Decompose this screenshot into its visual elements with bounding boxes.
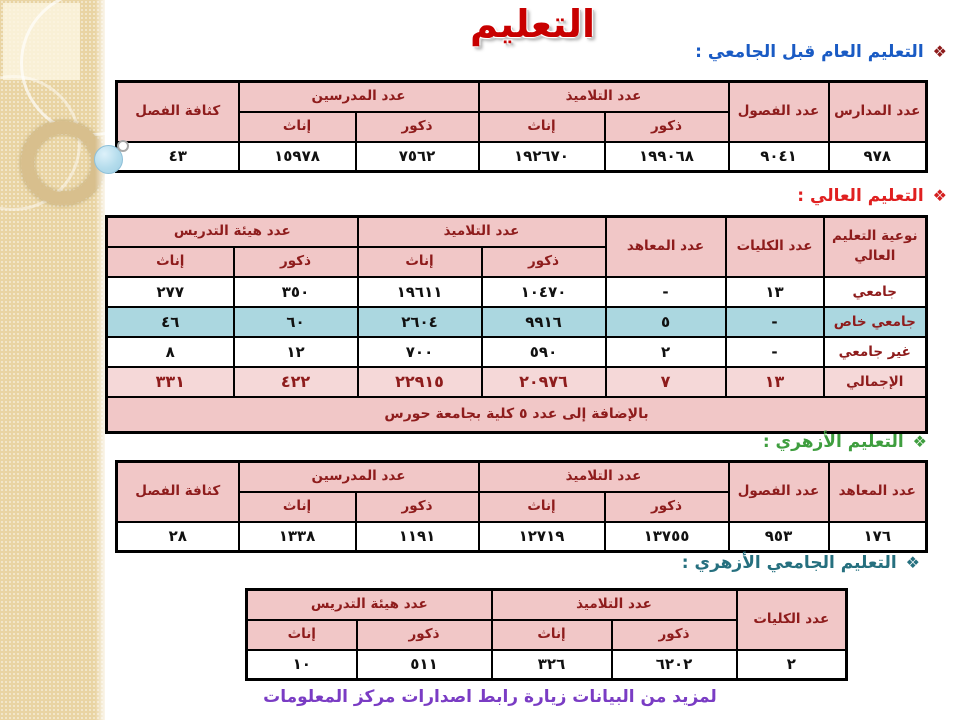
decorative-sidebar	[0, 0, 105, 720]
diamond-bullet-icon: ❖	[932, 186, 947, 205]
azhari-education-table	[115, 460, 928, 553]
cell-faculty-females: ٣٣١	[107, 367, 234, 397]
cell-institutes: ٧	[606, 367, 726, 397]
col-header-males: ذكور	[482, 247, 606, 277]
col-header-females: إناث	[479, 492, 605, 522]
cell-faculty-females: ٤٦	[107, 307, 234, 337]
cell-classes: ٩٥٣	[729, 522, 829, 552]
heading-azhari-education-label: التعليم الأزهري :	[762, 432, 904, 452]
col-header-males: ذكور	[612, 620, 737, 650]
diamond-bullet-icon: ❖	[932, 42, 947, 61]
cell-classes: ٩٠٤١	[729, 142, 829, 172]
table-row-total	[107, 367, 927, 397]
cell-faculty-females: ١٠	[247, 650, 357, 680]
col-header-density: كثافة الفصل	[117, 82, 239, 142]
col-header-males: ذكور	[356, 492, 479, 522]
cell-students-males: ١٣٧٥٥	[605, 522, 729, 552]
slide-title: التعليم	[469, 2, 596, 46]
cell-type: غير جامعي	[824, 337, 927, 367]
col-header-females: إناث	[492, 620, 612, 650]
cell-density: ٢٨	[117, 522, 239, 552]
col-header-males: ذكور	[357, 620, 492, 650]
diamond-bullet-icon: ❖	[912, 432, 927, 451]
cell-students-females: ١٩٢٦٧٠	[479, 142, 605, 172]
small-circle-decoration	[117, 140, 129, 152]
table-row-private-university	[107, 307, 927, 337]
col-header-females: إناث	[239, 492, 356, 522]
diamond-bullet-icon: ❖	[905, 553, 920, 572]
col-header-males: ذكور	[605, 492, 729, 522]
table-row-non-university	[107, 337, 927, 367]
cell-faculty-males: ٤٢٢	[234, 367, 358, 397]
heading-higher-education-label: التعليم العالي :	[797, 186, 924, 206]
cell-students-males: ٦٢٠٢	[612, 650, 737, 680]
col-header-females: إناث	[107, 247, 234, 277]
heading-azhari-education	[763, 432, 927, 452]
col-header-institutes: عدد المعاهد	[606, 217, 726, 277]
sidebar-ring	[21, 121, 105, 205]
cell-students-males: ٩٩١٦	[482, 307, 606, 337]
col-header-institutes: عدد المعاهد	[829, 462, 927, 522]
cell-colleges: -	[726, 307, 824, 337]
col-header-schools: عدد المدارس	[829, 82, 927, 142]
cell-type: الإجمالي	[824, 367, 927, 397]
cell-teachers-females: ١٣٣٨	[239, 522, 356, 552]
cell-institutes: ١٧٦	[829, 522, 927, 552]
horus-university-note: بالإضافة إلى عدد ٥ كلية بجامعة حورس	[107, 397, 927, 433]
col-header-females: إناث	[479, 112, 605, 142]
pre-university-table	[115, 80, 928, 173]
col-header-students: عدد التلاميذ	[358, 217, 606, 247]
cell-institutes: ٢	[606, 337, 726, 367]
table-row	[117, 142, 927, 172]
cell-density: ٤٣	[117, 142, 239, 172]
heading-azhari-university-label: التعليم الجامعي الأزهري :	[681, 553, 897, 573]
col-header-type: نوعية التعليم العالي	[824, 217, 927, 277]
cell-colleges: ١٣	[726, 277, 824, 307]
heading-azhari-university	[682, 553, 920, 573]
cell-faculty-males: ٣٥٠	[234, 277, 358, 307]
cell-students-males: ٢٠٩٧٦	[482, 367, 606, 397]
cell-teachers-males: ١١٩١	[356, 522, 479, 552]
col-header-males: ذكور	[234, 247, 358, 277]
col-header-faculty: عدد هيئة التدريس	[247, 590, 492, 620]
col-header-students: عدد التلاميذ	[479, 462, 729, 492]
col-header-colleges: عدد الكليات	[737, 590, 847, 650]
table-note-row	[107, 397, 927, 433]
col-header-teachers: عدد المدرسين	[239, 462, 479, 492]
cell-institutes: -	[606, 277, 726, 307]
cell-students-females: ١٢٧١٩	[479, 522, 605, 552]
cell-students-females: ٧٠٠	[358, 337, 482, 367]
cell-faculty-males: ١٢	[234, 337, 358, 367]
more-data-link-note: لمزيد من البيانات زيارة رابط اصدارات مركز المعلومات	[263, 687, 717, 707]
table-row	[117, 522, 927, 552]
col-header-females: إناث	[247, 620, 357, 650]
col-header-teachers: عدد المدرسين	[239, 82, 479, 112]
col-header-females: إناث	[358, 247, 482, 277]
col-header-males: ذكور	[356, 112, 479, 142]
azhari-university-table	[245, 588, 848, 681]
cell-students-females: ٢٦٠٤	[358, 307, 482, 337]
cell-colleges: ١٣	[726, 367, 824, 397]
table-row	[247, 650, 847, 680]
cell-teachers-males: ٧٥٦٢	[356, 142, 479, 172]
col-header-classes: عدد الفصول	[729, 82, 829, 142]
cell-faculty-males: ٥١١	[357, 650, 492, 680]
col-header-students: عدد التلاميذ	[492, 590, 737, 620]
cell-students-males: ٥٩٠	[482, 337, 606, 367]
cell-institutes: ٥	[606, 307, 726, 337]
cell-type: جامعي	[824, 277, 927, 307]
cell-teachers-females: ١٥٩٧٨	[239, 142, 356, 172]
col-header-males: ذكور	[605, 112, 729, 142]
higher-education-table	[105, 215, 928, 434]
heading-higher-education	[797, 186, 947, 206]
col-header-colleges: عدد الكليات	[726, 217, 824, 277]
cell-schools: ٩٧٨	[829, 142, 927, 172]
cell-colleges: -	[726, 337, 824, 367]
cell-students-males: ١٠٤٧٠	[482, 277, 606, 307]
heading-pre-university	[695, 42, 947, 62]
col-header-density: كثافة الفصل	[117, 462, 239, 522]
col-header-females: إناث	[239, 112, 356, 142]
heading-pre-university-label: التعليم العام قبل الجامعي :	[695, 42, 924, 62]
cell-students-females: ١٩٦١١	[358, 277, 482, 307]
cell-type: جامعي خاص	[824, 307, 927, 337]
cell-faculty-females: ٨	[107, 337, 234, 367]
cell-faculty-females: ٢٧٧	[107, 277, 234, 307]
cell-students-females: ٣٢٦	[492, 650, 612, 680]
col-header-classes: عدد الفصول	[729, 462, 829, 522]
col-header-students: عدد التلاميذ	[479, 82, 729, 112]
cell-students-females: ٢٢٩١٥	[358, 367, 482, 397]
col-header-faculty: عدد هيئة التدريس	[107, 217, 358, 247]
cell-colleges: ٢	[737, 650, 847, 680]
cell-students-males: ١٩٩٠٦٨	[605, 142, 729, 172]
cell-faculty-males: ٦٠	[234, 307, 358, 337]
table-row-university	[107, 277, 927, 307]
